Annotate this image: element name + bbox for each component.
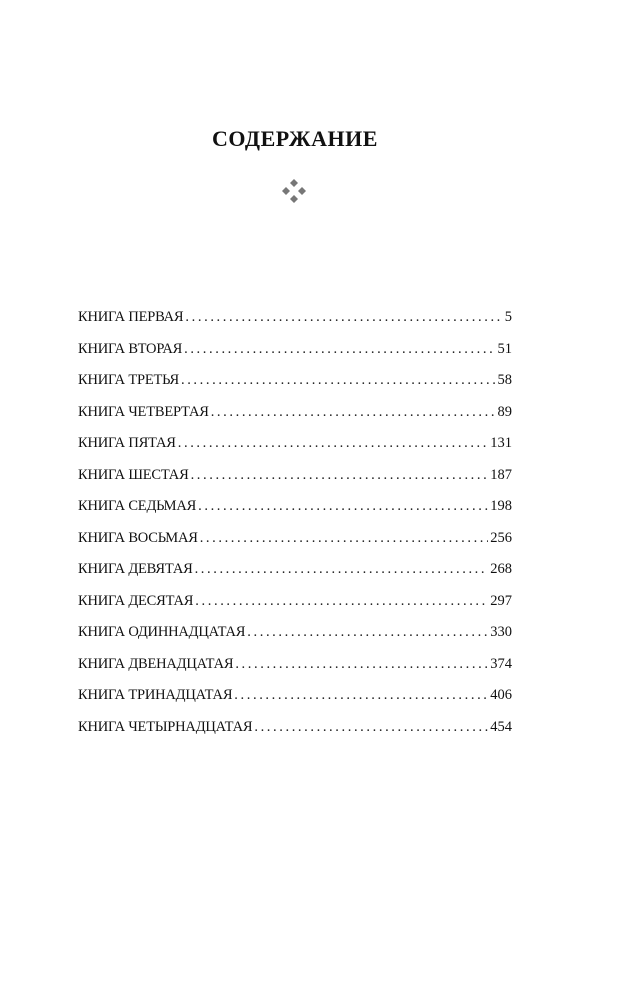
- toc-entry[interactable]: [78, 687, 512, 719]
- toc-entry-label: КНИГА ПЕРВАЯ: [78, 309, 184, 325]
- dot-leader: [198, 498, 488, 515]
- dot-leader: [234, 687, 488, 704]
- toc-entry-page: 374: [490, 655, 512, 672]
- toc-entry-page: 198: [490, 498, 512, 514]
- toc-entry-label: КНИГА ЧЕТВЕРТАЯ: [78, 403, 209, 420]
- page-title: СОДЕРЖАНИЕ: [212, 126, 378, 151]
- dot-leader: [181, 372, 496, 389]
- toc-entry-label: КНИГА ДВЕНАДЦАТАЯ: [78, 655, 234, 672]
- toc-entry[interactable]: [78, 530, 512, 562]
- toc-entry-label: КНИГА ДЕСЯТАЯ: [78, 592, 194, 609]
- dot-leader: [254, 719, 488, 736]
- toc-entry[interactable]: [78, 309, 512, 341]
- toc-entry-label: КНИГА ВТОРАЯ: [78, 340, 183, 357]
- toc-entry[interactable]: [78, 498, 512, 530]
- toc-entry[interactable]: [78, 467, 512, 499]
- dot-leader: [211, 404, 496, 421]
- toc-entry-page: 51: [497, 340, 512, 357]
- toc-entry[interactable]: [78, 435, 512, 467]
- dot-leader: [191, 467, 489, 484]
- toc-entry-page: 131: [490, 435, 512, 451]
- toc-entry[interactable]: [78, 593, 512, 625]
- toc-entry-page: 297: [490, 592, 512, 609]
- dot-leader: [178, 435, 489, 452]
- toc-entry[interactable]: [78, 656, 512, 688]
- table-of-contents: [78, 309, 512, 750]
- dot-leader: [195, 593, 488, 610]
- toc-entry-page: 89: [497, 403, 512, 420]
- dot-leader: [184, 341, 495, 358]
- toc-entry-label: КНИГА ПЯТАЯ: [78, 435, 176, 451]
- toc-entry-page: 406: [490, 687, 512, 703]
- toc-entry-label: КНИГА ЧЕТЫРНАДЦАТАЯ: [78, 718, 253, 735]
- toc-entry-label: КНИГА ВОСЬМАЯ: [78, 529, 198, 546]
- toc-entry-label: КНИГА ТРЕТЬЯ: [78, 372, 179, 388]
- toc-entry-page: 330: [490, 624, 512, 640]
- dot-leader: [185, 309, 502, 326]
- toc-entry-page: 5: [504, 309, 512, 325]
- toc-entry-label: КНИГА ДЕВЯТАЯ: [78, 561, 193, 577]
- toc-entry[interactable]: [78, 624, 512, 656]
- toc-entry[interactable]: [78, 404, 512, 436]
- toc-entry[interactable]: [78, 341, 512, 373]
- toc-entry[interactable]: [78, 719, 512, 751]
- dot-leader: [195, 561, 489, 578]
- toc-entry-page: 454: [490, 718, 512, 735]
- toc-entry-label: КНИГА ШЕСТАЯ: [78, 466, 189, 483]
- four-diamond-ornament-icon: [282, 179, 306, 203]
- dot-leader: [247, 624, 488, 641]
- toc-entry-page: 256: [490, 529, 512, 546]
- toc-entry-label: КНИГА ТРИНАДЦАТАЯ: [78, 687, 233, 703]
- toc-entry[interactable]: [78, 561, 512, 593]
- toc-entry-page: 187: [490, 466, 512, 483]
- toc-entry-label: КНИГА ОДИННАДЦАТАЯ: [78, 624, 246, 640]
- toc-entry[interactable]: [78, 372, 512, 404]
- toc-entry-page: 58: [497, 372, 512, 388]
- toc-entry-label: КНИГА СЕДЬМАЯ: [78, 498, 197, 514]
- dot-leader: [235, 656, 488, 673]
- dot-leader: [200, 530, 489, 547]
- toc-entry-page: 268: [490, 561, 512, 577]
